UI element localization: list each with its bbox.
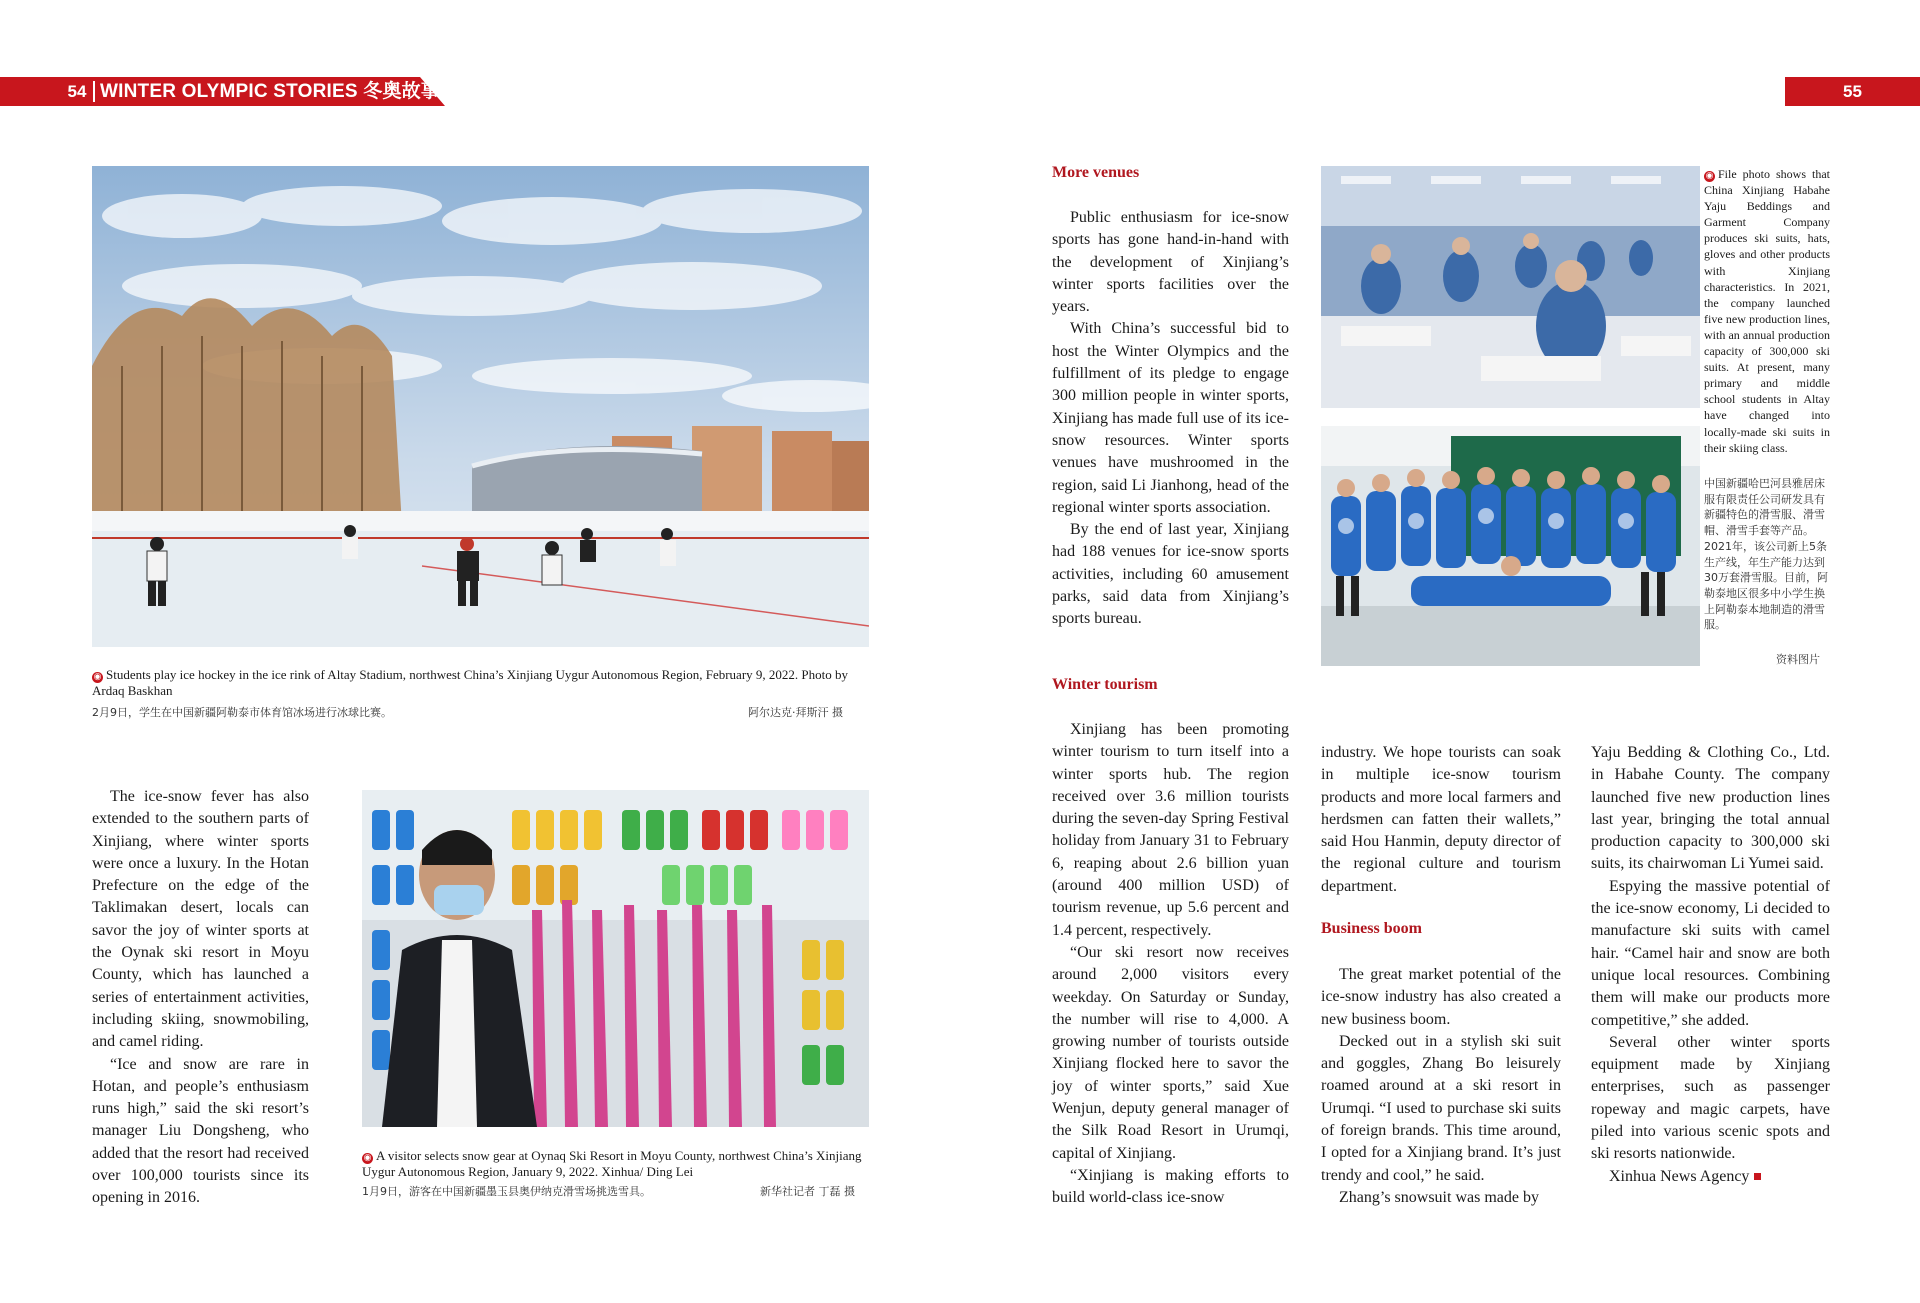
caption-bullet-icon: ◉ [1705,171,1714,181]
paragraph: The great market potential of the ice-snow industry has also created a new business boom. [1321,966,1561,1028]
paragraph: Public enthusiasm for ice-snow sports has gone hand-in-hand with the development of Xinjiang’s winter sports facilities over the years. [1052,209,1289,316]
heading-winter-tourism: Winter tourism [1052,676,1158,693]
right-page-header [1785,77,1920,106]
caption-bullet-icon: ◉ [363,1153,372,1163]
end-mark-icon [1754,1173,1761,1180]
section-title: WINTER OLYMPIC STORIES 冬奥故事 [100,81,441,102]
hockey-illustration [92,166,869,647]
factory-caption [1704,166,1830,456]
paragraph: By the end of last year, Xinjiang had 188 venues for ice-snow sports activities, including 60 amusement parks, said data from Xinjiang’s sports bureau. [1052,521,1289,628]
hockey-caption-cn: 2月9日，学生在中国新疆阿勒泰市体育馆冰场进行冰球比赛。 [92,706,392,719]
ski-gear-caption [362,1148,874,1180]
paragraph: industry. We hope tourists can soak in multiple ice-snow tourism products and more local farmers and herdsmen can fatten their wallets,” said Hou Hanmin, deputy director of the regional culture and tourism department. [1321,744,1561,895]
paragraph: Zhang’s snowsuit was made by [1339,1188,1539,1206]
sign-off-text: Xinhua News Agency [1609,1167,1750,1185]
ski-gear-caption-en: A visitor selects snow gear at Oynaq Ski Resort in Moyu County, northwest China’s Xinjiang Uygur Autonomous Region, January 9, 2022. Xinhua/ Ding Lei [362,1148,862,1179]
paragraph: The ice-snow fever has also extended to the southern parts of Xinjiang, where winter sports were once a luxury. In the Hotan Prefecture on the edge of the Taklimakan desert, locals can savor the joy of winter sports at the Oynak ski resort in Moyu County, which has launched a series of entertainment activities, including skiing, snowmobiling, and camel riding. [92,788,309,1051]
factory-photo [1321,166,1700,408]
ski-gear-photo [362,790,869,1127]
paragraph: With China’s successful bid to host the Winter Olympics and the fulfillment of its pledge to engage 300 million people in winter sports, Xinjiang has made full use of its ice-snow resources. Winter sports venues have mushroomed in the region, said Li Jianhong, head of the regional winter sports association. [1052,320,1289,516]
left-column-text [92,786,309,1210]
paragraph: Decked out in a stylish ski suit and goggles, Zhang Bo leisurely roamed around at a ski resort in Urumqi. “I used to purchase ski suits of foreign brands. This time around, I opted for a Xinjiang brand. It’s just trendy and cool,” he said. [1321,1032,1561,1184]
paragraph: Espying the massive potential of the ice-snow economy, Li decided to manufacture ski suits with camel hair. “Camel hair and snow are both unique local resources. Combining them will make our products more competitive,” she added. [1591,877,1830,1029]
factory-credit-cn: 资料图片 [1776,653,1820,666]
ski-gear-illustration [362,790,869,1127]
left-page-number: 54 [67,82,87,101]
paragraph: “Ice and snow are rare in Hotan, and people’s enthusiasm runs high,” said the ski resort’s manager Liu Dongsheng, who added that the resort had received over 100,000 tourists since its opening in 2016. [92,1055,309,1207]
tourism-text-col2 [1321,742,1561,898]
header-divider [93,81,95,102]
right-page-number: 55 [1843,82,1862,101]
sign-off [1591,1166,1830,1188]
paragraph: Xinjiang has been promoting winter tourism to turn itself into a winter sports hub. The region received over 3.6 million tourists during the seven-day Spring Festival holiday from January 31 to February 6, reaping about 2.6 billion yuan (around 400 million USD) of tourism revenue, up 5.6 percent and 1.4 percent, respectively. [1052,721,1289,939]
tourism-text-col1 [1052,719,1289,1210]
paragraph: “Xinjiang is making efforts to build world-class ice-snow [1052,1166,1289,1207]
paragraph: Yaju Bedding & Clothing Co., Ltd. in Habahe County. The company launched five new production lines last year, bringing the total annual production capacity to 300,000 ski suits, its chairwoman Li Yumei said. [1591,744,1830,873]
ski-gear-caption-cn: 1月9日，游客在中国新疆墨玉县奥伊纳克滑雪场挑选雪具。 [362,1185,651,1198]
hockey-photo [92,166,869,647]
venues-text [1052,207,1289,631]
ski-gear-credit-cn: 新华社记者 丁磊 摄 [760,1185,855,1198]
heading-more-venues: More venues [1052,164,1140,181]
hockey-caption [92,667,882,699]
hockey-caption-en: Students play ice hockey in the ice rink of Altay Stadium, northwest China’s Xinjiang Uygur Autonomous Region, February 9, 2022. Photo by Ardaq Baskhan [92,667,849,698]
business-text-col2 [1321,964,1561,1209]
heading-business-boom: Business boom [1321,920,1422,937]
factory-illustration [1321,166,1700,408]
business-text-col3 [1591,742,1830,1188]
students-illustration [1321,426,1700,666]
left-page-header [0,77,445,106]
students-photo [1321,426,1700,666]
hockey-credit-cn: 阿尔达克·拜斯汗 摄 [748,706,843,719]
factory-caption-cn: 中国新疆哈巴河县雅居床服有限责任公司研发具有新疆特色的滑雪服、滑雪帽、滑雪手套等产品。2021年，该公司新上5条生产线，年生产能力达到30万套滑雪服。目前，阿勒泰地区很多中小学生换上阿勒泰本地制造的滑雪服。 [1704,477,1828,632]
factory-caption-en: File photo shows that China Xinjiang Habahe Yaju Beddings and Garment Company produces ski suits, hats, gloves and other products with Xinjiang characteristics. In 2021, the company launched five new production lines, with an annual production capacity of 300,000 ski suits. At present, many primary and middle school students in Altay have changed into locally-made ski suits in their skiing class. [1704,167,1830,455]
caption-bullet-icon: ◉ [93,672,102,682]
paragraph: Several other winter sports equipment made by Xinjiang enterprises, such as passenger ropeway and magic carpets, have piled into various scenic spots and ski resorts nationwide. [1591,1033,1830,1163]
paragraph: “Our ski resort now receives around 2,000 visitors every weekday. On Saturday or Sunday, the number will rise to 4,000. A growing number of tourists outside Xinjiang flocked here to savor the joy of winter sports,” said Xue Wenjun, deputy general manager of the Silk Road Resort in Urumqi, capital of Xinjiang. [1052,943,1289,1162]
